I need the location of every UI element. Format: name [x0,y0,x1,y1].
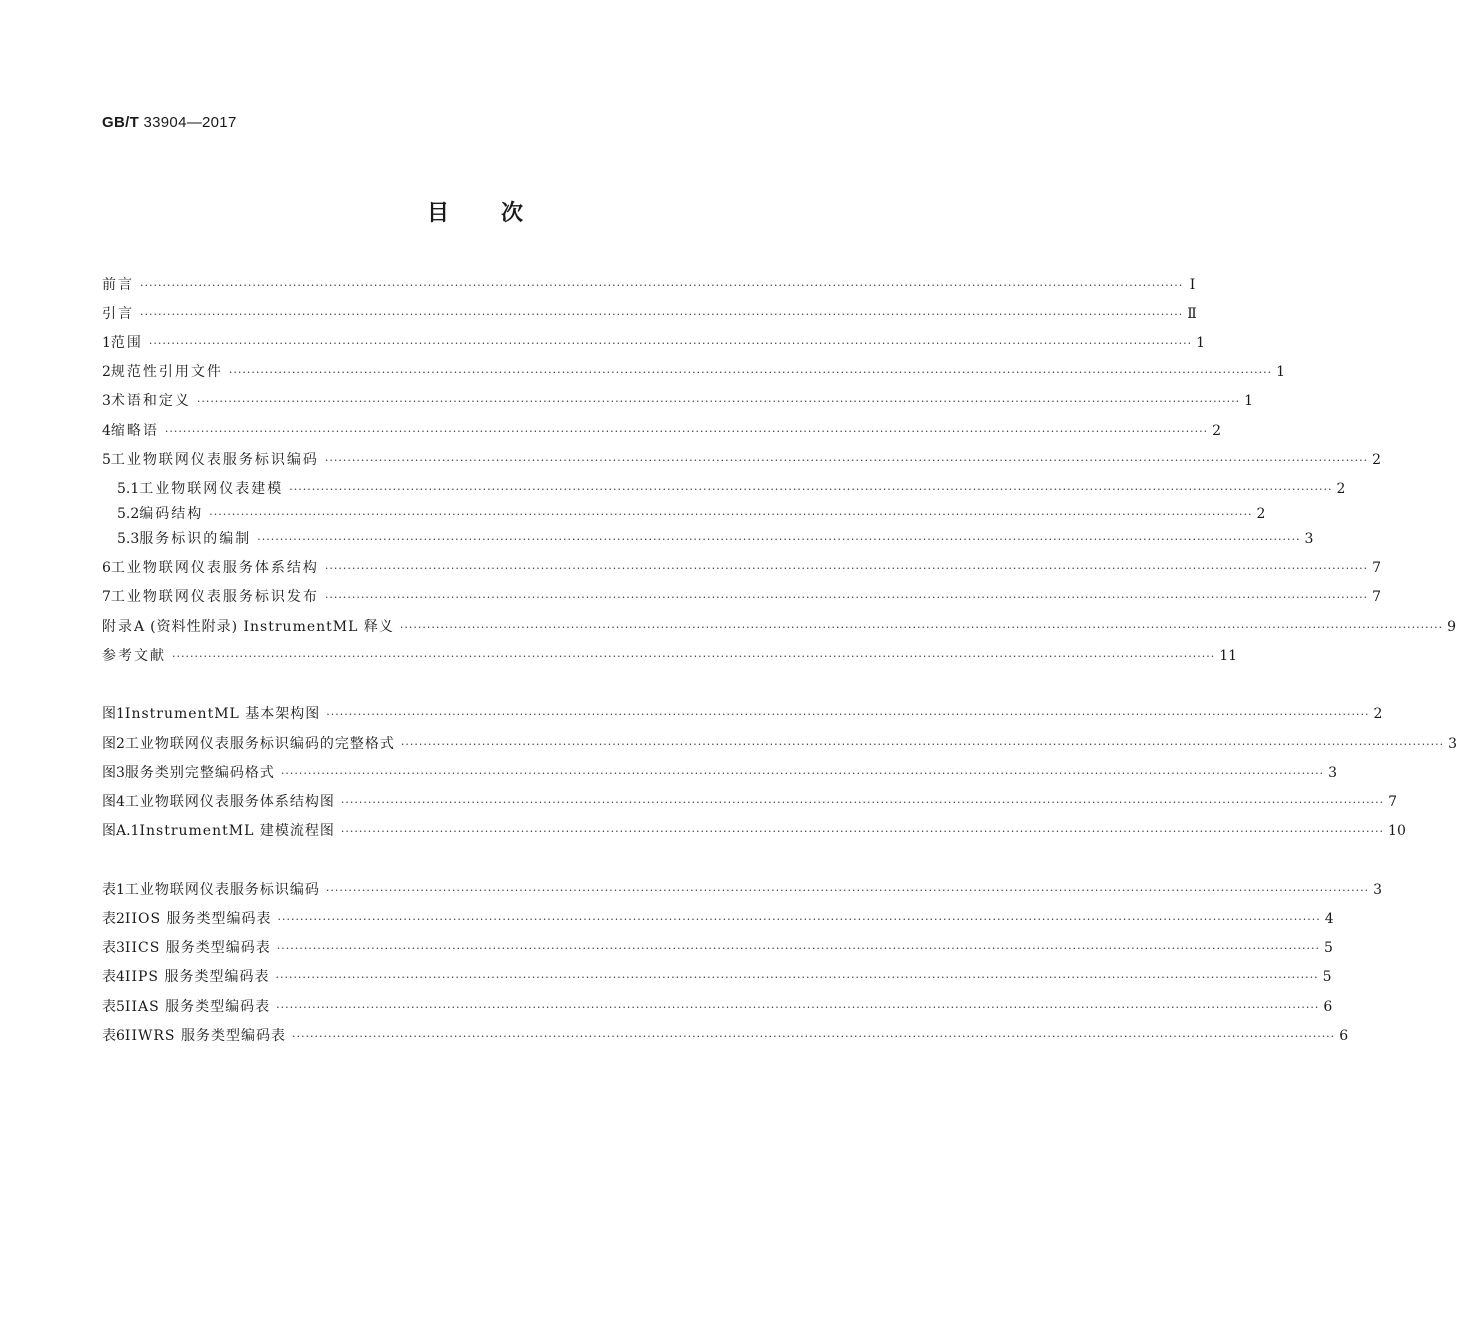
toc-entry-number: 3 [102,393,111,409]
dot-leader [289,479,1332,501]
toc-entry-number: 图1 [102,706,125,722]
toc-entry-number: 2 [102,364,111,380]
title-char-2: 次 [501,201,524,226]
toc-entry-table-6[interactable] [102,1025,1349,1047]
standard-year-number: 33904—2017 [143,114,237,131]
toc-entry-number: 表6 [102,1028,125,1044]
toc-entry-page: 1 [1196,335,1206,351]
toc-entry-page: 7 [1372,560,1382,576]
dot-leader [400,617,1443,639]
page-title [0,196,950,227]
toc-entry-number: 表5 [102,999,125,1015]
toc-entry-table-1[interactable] [102,879,1383,901]
dot-leader [149,333,1192,355]
toc-entry-number: 图3 [102,765,125,781]
toc-entry-page: 2 [1373,706,1383,722]
standard-code: GB/T [102,114,140,131]
toc-entry-label: 工业物联网仪表服务体系结构 [110,560,319,576]
toc-entry-page: Ⅱ [1187,306,1197,322]
toc-entry-page: 2 [1256,506,1266,522]
toc-entry-label: IICS 服务类型编码表 [124,940,271,956]
dot-leader [165,421,1208,443]
toc-entry-page: 7 [1372,589,1382,605]
toc-entry-label: IIOS 服务类型编码表 [124,911,272,927]
toc-entry-page: 2 [1372,452,1382,468]
toc-entry-page: 7 [1388,794,1398,810]
toc-entry-number: 附录A [102,619,147,635]
toc-entry-page: Ⅰ [1189,277,1196,293]
dot-leader [341,821,1384,843]
toc-entry-number: 1 [102,335,111,351]
toc-entry-page: 3 [1448,736,1457,752]
toc-entry-page: 9 [1447,619,1456,635]
toc-entry-page: 10 [1388,823,1406,839]
toc-entry-page: 3 [1328,765,1338,781]
toc-entry-page: 5 [1322,969,1332,985]
dot-leader [326,704,1369,726]
toc-entry-number: 表1 [102,882,125,898]
toc-entry-section-5-3[interactable] [117,528,1314,550]
toc-entry-number: 5.3 [117,531,140,547]
toc-entry-page: 6 [1323,999,1333,1015]
toc-entry-page: 1 [1276,364,1286,380]
toc-entry-label: 范围 [110,335,143,351]
toc-entry-chapter-4[interactable] [102,420,1222,442]
dot-leader [140,275,1183,297]
toc-entry-chapter-2[interactable] [102,361,1286,383]
toc-entry-label: 服务标识的编制 [139,531,252,547]
dot-leader [140,304,1183,326]
toc-entry-page: 4 [1324,911,1334,927]
dot-leader [341,792,1384,814]
dot-leader [401,734,1444,756]
dot-leader [325,450,1368,472]
toc-entry-chapter-6[interactable] [102,557,1382,579]
toc-entry-chapter-1[interactable] [102,332,1206,354]
toc-entry-label: (资料性附录) InstrumentML 释义 [150,619,394,635]
toc-entry-page: 2 [1336,481,1346,497]
toc-entry-label: InstrumentML 基本架构图 [124,706,321,722]
toc-entry-label: 术语和定义 [110,393,191,409]
toc-entry-number: 表3 [102,940,125,956]
dot-leader [325,558,1368,580]
toc-entry-page: 6 [1339,1028,1349,1044]
toc-entry-figure-2[interactable] [102,733,1457,755]
toc-entry-references[interactable] [102,645,1238,667]
toc-entry-label: 工业物联网仪表服务标识编码 [124,882,320,898]
toc-entry-number: 图4 [102,794,125,810]
toc-entry-introduction[interactable] [102,303,1197,325]
toc-entry-number: 5 [102,452,111,468]
dot-leader [278,909,1321,931]
toc-entry-label: 引言 [102,306,134,322]
toc-entry-page: 5 [1323,940,1333,956]
toc-entry-number: 7 [102,589,111,605]
dot-leader [275,967,1318,989]
toc-entry-number: 5.2 [117,506,140,522]
toc-entry-number: 图A.1 [102,823,140,839]
toc-entry-preface[interactable] [102,274,1196,296]
dot-leader [326,880,1369,902]
toc-entry-section-5-2[interactable] [117,503,1266,525]
toc-entry-number: 表4 [102,969,125,985]
toc-entry-table-3[interactable] [102,937,1333,959]
title-char-1: 目 [426,201,449,226]
toc-entry-table-4[interactable] [102,966,1332,988]
toc-entry-label: 编码结构 [139,506,204,522]
toc-entry-page: 2 [1212,423,1222,439]
toc-entry-label: 规范性引用文件 [110,364,223,380]
toc-entry-figure-3[interactable] [102,762,1338,784]
toc-entry-figure-a1[interactable] [102,820,1406,842]
toc-entry-number: 4 [102,423,111,439]
toc-entry-page: 3 [1373,882,1383,898]
toc-entry-label: 工业物联网仪表服务标识发布 [110,589,319,605]
toc-entry-figure-1[interactable] [102,703,1383,725]
toc-entry-label: IIWRS 服务类型编码表 [124,1028,286,1044]
toc-entry-label: IIAS 服务类型编码表 [124,999,271,1015]
toc-entry-page: 3 [1304,531,1314,547]
toc-entry-chapter-3[interactable] [102,390,1254,412]
dot-leader [276,997,1319,1019]
toc-entry-figure-4[interactable] [102,791,1398,813]
toc-entry-label: IIPS 服务类型编码表 [124,969,270,985]
toc-entry-label: 参考文献 [102,648,166,664]
toc-entry-chapter-5[interactable] [102,449,1382,471]
dot-leader [257,529,1300,551]
toc-entry-number: 5.1 [117,481,140,497]
toc-entry-appendix-a[interactable] [102,616,1456,638]
dot-leader [281,763,1324,785]
toc-entry-table-2[interactable] [102,908,1334,930]
dot-leader [197,391,1240,413]
toc-entry-label: 服务类别完整编码格式 [124,765,275,781]
toc-entry-label: InstrumentML 建模流程图 [139,823,335,839]
toc-entry-label: 工业物联网仪表服务标识编码的完整格式 [124,736,395,752]
toc-entry-label: 工业物联网仪表服务体系结构图 [124,794,335,810]
toc-entry-chapter-7[interactable] [102,586,1382,608]
toc-entry-page: 1 [1244,393,1254,409]
dot-leader [172,646,1215,668]
toc-entry-label: 工业物联网仪表服务标识编码 [110,452,319,468]
toc-entry-number: 表2 [102,911,125,927]
dot-leader [325,587,1368,609]
toc-entry-number: 图2 [102,736,125,752]
toc-entry-page: 11 [1219,648,1238,664]
dot-leader [292,1026,1335,1048]
standard-number [102,114,237,131]
dot-leader [277,938,1320,960]
toc-entry-label: 工业物联网仪表建模 [139,481,284,497]
toc-entry-label: 前言 [102,277,134,293]
toc-entry-section-5-1[interactable] [117,478,1346,500]
toc-entry-label: 缩略语 [110,423,159,439]
dot-leader [209,504,1252,526]
toc-entry-number: 6 [102,560,111,576]
toc-entry-table-5[interactable] [102,996,1333,1018]
dot-leader [229,362,1272,384]
